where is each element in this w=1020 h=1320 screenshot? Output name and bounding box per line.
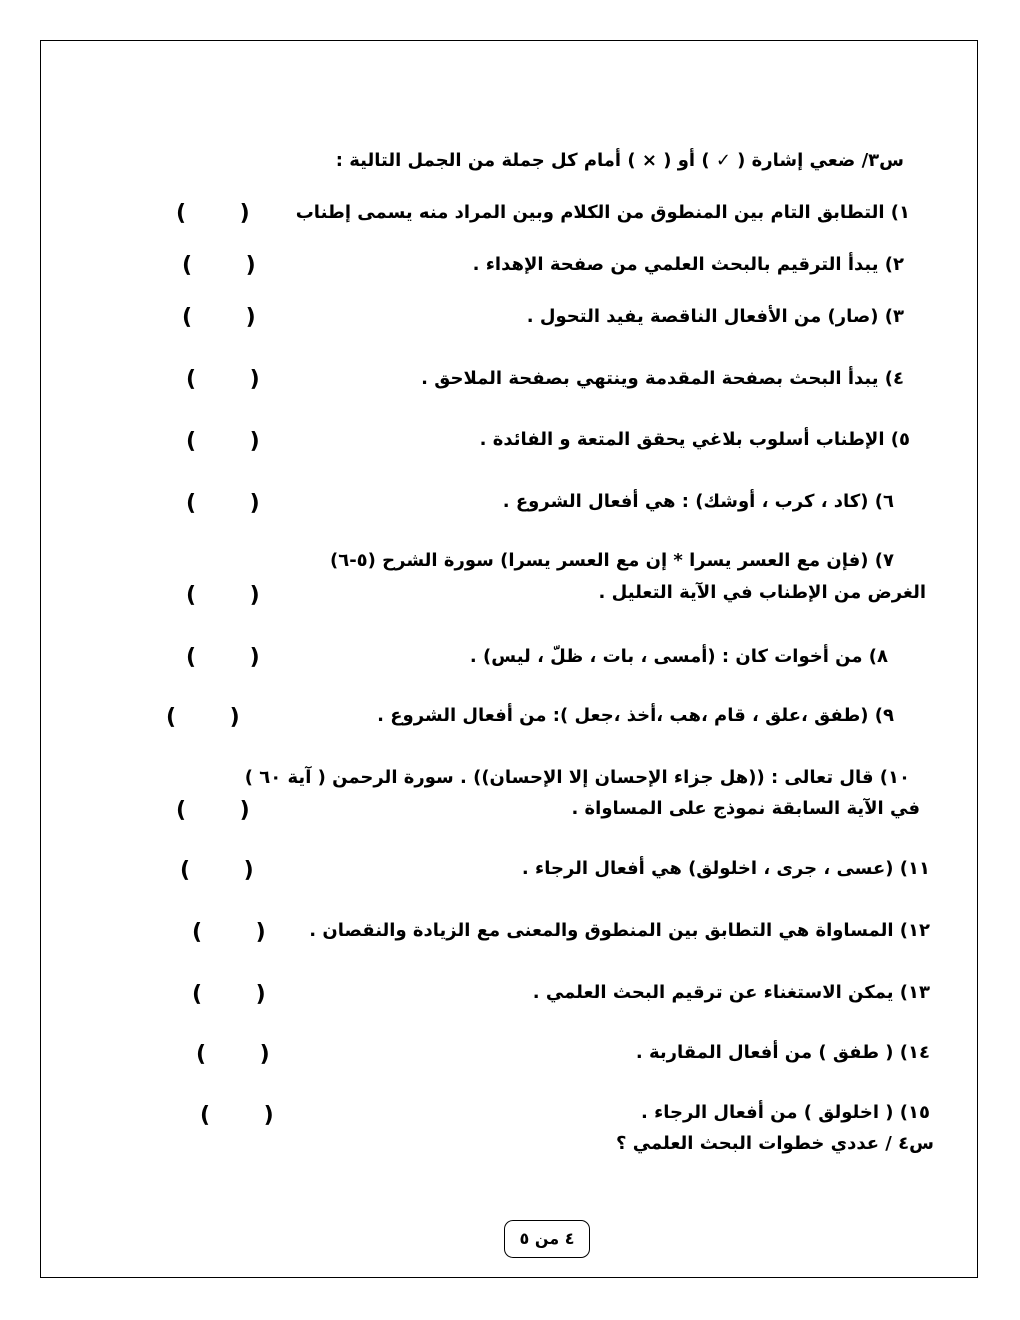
statement-7-line-2: الغرض من الإطناب في الآية التعليل . [598,582,926,603]
answer-box-13[interactable]: ( ) [192,982,266,1007]
statement-5: ٥) الإطناب أسلوب بلاغي يحقق المتعة و الفائدة . [479,429,910,450]
statement-10: ١٠) قال تعالى : ((هل جزاء الإحسان إلا الإحسان)) . سورة الرحمن ( آية ٦٠ ) [244,767,910,788]
question-4-heading: س٤ / عددي خطوات البحث العلمي ؟ [616,1133,934,1154]
statement-12: ١٢) المساواة هي التطابق بين المنطوق والمعنى مع الزيادة والنقصان . [309,920,930,941]
statement-10-line-2: في الآية السابقة نموذج على المساواة . [571,798,920,819]
statement-3: ٣) (صار) من الأفعال الناقصة يفيد التحول . [526,306,904,327]
answer-box-14[interactable]: ( ) [196,1042,270,1067]
answer-box-8[interactable]: ( ) [186,645,260,670]
answer-box-2[interactable]: ( ) [182,253,256,278]
answer-box-1[interactable]: ( ) [176,201,250,226]
statement-7: ٧) (فإن مع العسر يسرا * إن مع العسر يسرا) سورة الشرح (٥-٦) [329,550,894,571]
statement-4: ٤) يبدأ البحث بصفحة المقدمة وينتهي بصفحة الملاحق . [421,368,904,389]
statement-2: ٢) يبدأ الترقيم بالبحث العلمي من صفحة الإهداء . [472,254,904,275]
answer-box-15[interactable]: ( ) [200,1103,274,1128]
question-3-heading: س٣/ ضعي إشارة ( ✓ ) أو ( × ) أمام كل جملة من الجمل التالية : [335,150,904,171]
statement-14: ١٤) ( طفق ) من أفعال المقاربة . [635,1042,930,1063]
answer-box-4[interactable]: ( ) [186,367,260,392]
statement-11: ١١) (عسى ، جرى ، اخلولق) هي أفعال الرجاء . [521,858,930,879]
statement-13: ١٣) يمكن الاستغناء عن ترقيم البحث العلمي . [532,982,930,1003]
statement-9: ٩) (طفق ،علق ، قام ،هب ،أخذ ،جعل ): من أفعال الشروع . [377,705,894,726]
answer-box-7[interactable]: ( ) [186,583,260,608]
statement-6: ٦) (كاد ، كرب ، أوشك) : هي أفعال الشروع . [502,491,894,512]
answer-box-6[interactable]: ( ) [186,491,260,516]
statement-8: ٨) من أخوات كان : (أمسى ، بات ، ظلّ ، ليس) . [469,646,888,667]
answer-box-12[interactable]: ( ) [192,920,266,945]
answer-box-5[interactable]: ( ) [186,429,260,454]
statement-1: ١) التطابق التام بين المنطوق من الكلام وبين المراد منه يسمى إطناب [295,202,910,223]
answer-box-11[interactable]: ( ) [180,858,254,883]
statement-15: ١٥) ( اخلولق ) من أفعال الرجاء . [640,1102,930,1123]
answer-box-9[interactable]: ( ) [166,705,240,730]
answer-box-3[interactable]: ( ) [182,305,256,330]
answer-box-10[interactable]: ( ) [176,798,250,823]
page-number: ٤ من ٥ [504,1220,590,1258]
